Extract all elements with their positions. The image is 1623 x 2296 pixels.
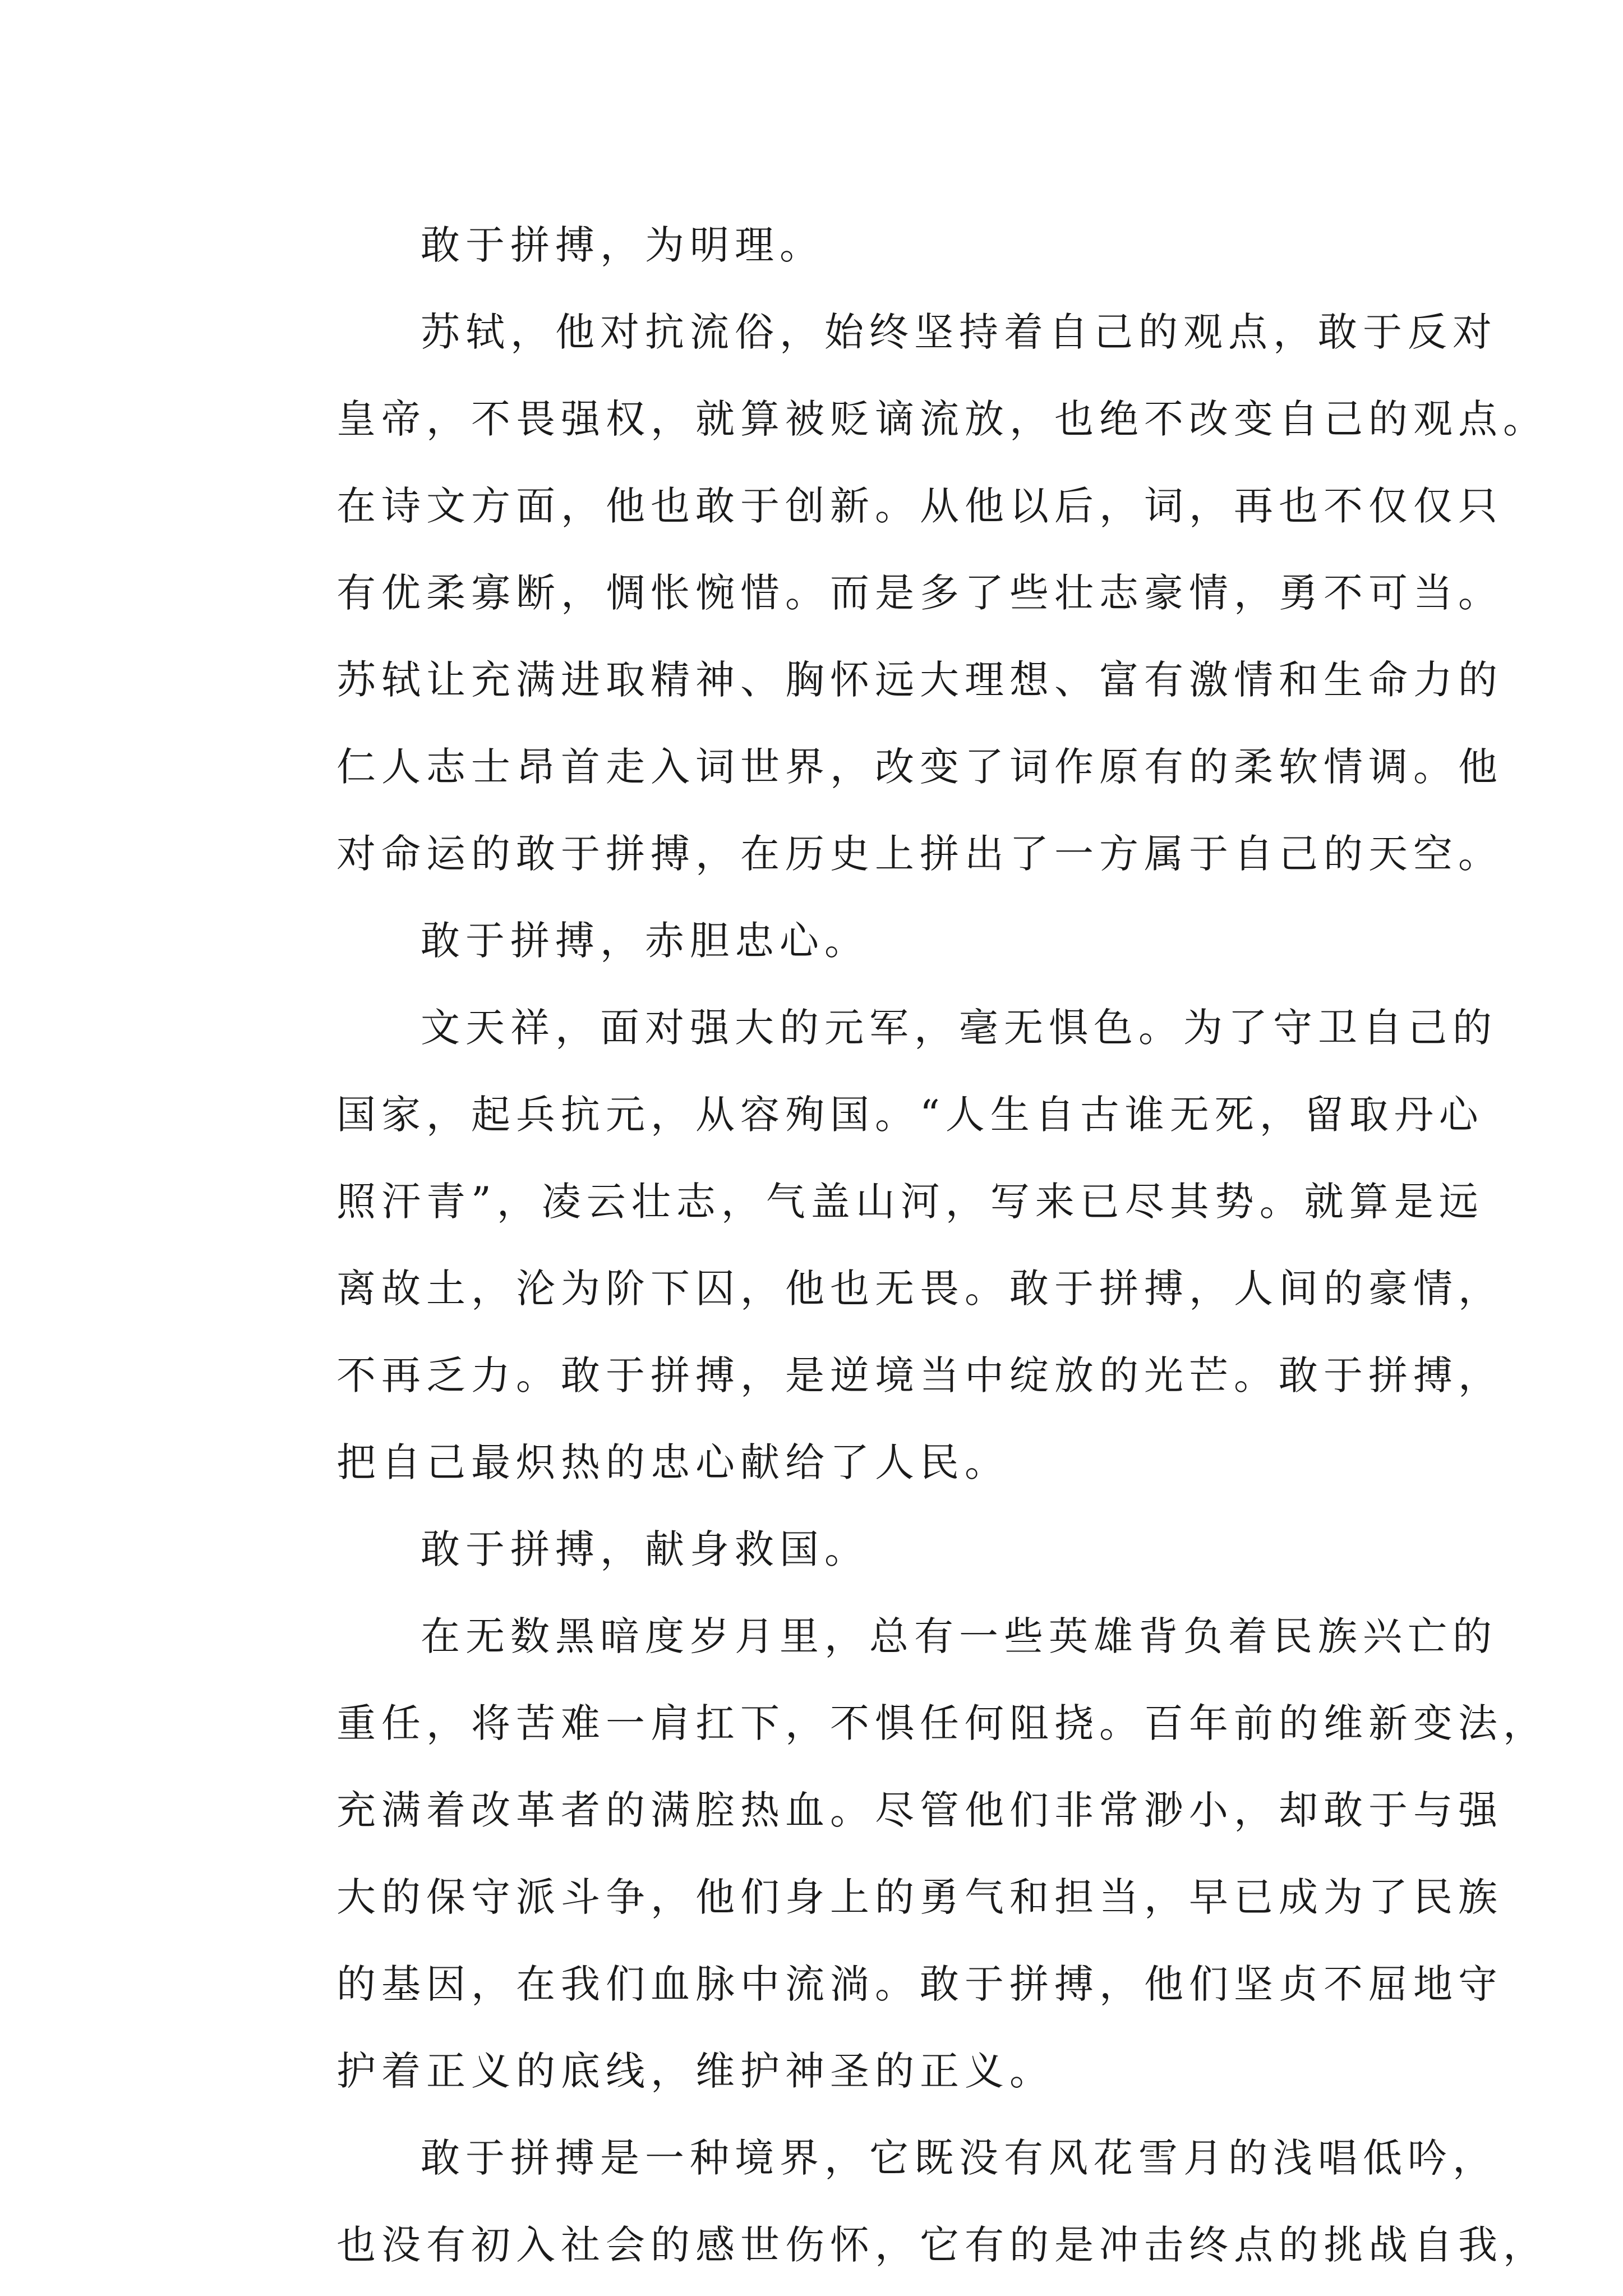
text-line: 苏轼让充满进取精神、胸怀远大理想、富有激情和生命力的 [336, 657, 1503, 703]
text-line: 敢于拼搏，献身救国。 [421, 1526, 869, 1572]
text-line: 在诗文方面，他也敢于创新。从他以后，词，再也不仅仅只 [336, 483, 1503, 529]
paragraph [252, 1506, 1399, 1593]
text-line: 敢于拼搏，赤胆忠心。 [421, 918, 869, 964]
text-line: 仁人志士昂首走入词世界，改变了词作原有的柔软情调。他 [336, 744, 1503, 790]
text-line: 离故土，沦为阶下囚，他也无畏。敢于拼搏，人间的豪情， [336, 1266, 1503, 1312]
text-line: 不再乏力。敢于拼搏，是逆境当中绽放的光芒。敢于拼搏， [336, 1352, 1503, 1398]
text-line: 在无数黑暗度岁月里，总有一些英雄背负着民族兴亡的 [421, 1613, 1497, 1659]
text-line: 的基因，在我们血脉中流淌。敢于拼搏，他们坚贞不屈地守 [336, 1961, 1503, 2007]
text-line: 也没有初入社会的感世伤怀，它有的是冲击终点的挑战自我， [336, 2222, 1548, 2268]
text-line: 苏轼，他对抗流俗，始终坚持着自己的观点，敢于反对 [421, 309, 1497, 355]
text-line: 对命运的敢于拼搏，在历史上拼出了一方属于自己的天空。 [336, 831, 1503, 877]
text-line: 大的保守派斗争，他们身上的勇气和担当，早已成为了民族 [336, 1874, 1503, 1920]
text-line: 国家，起兵抗元，从容殉国。“人生自古谁无死，留取丹心 [336, 1092, 1484, 1138]
text-line: 有优柔寡断，惆怅惋惜。而是多了些壮志豪情，勇不可当。 [336, 570, 1503, 616]
paragraph [252, 898, 1399, 984]
text-line: 皇帝，不畏强权，就算被贬谪流放，也绝不改变自己的观点。 [336, 396, 1548, 442]
text-line: 护着正义的底线，维护神圣的正义。 [336, 2048, 1054, 2094]
paragraph [252, 984, 1503, 1506]
paragraph [252, 1593, 1548, 2115]
text-line: 敢于拼搏是一种境界，它既没有风花雪月的浅唱低吟， [421, 2135, 1497, 2181]
text-line: 重任，将苦难一肩扛下，不惧任何阻挠。百年前的维新变法， [336, 1700, 1548, 1746]
text-line: 充满着改革者的满腔热血。尽管他们非常渺小，却敢于与强 [336, 1787, 1503, 1833]
text-line: 把自己最炽热的忠心献给了人民。 [336, 1439, 1009, 1485]
paragraph [252, 2115, 1548, 2289]
text-line: 照汗青”，凌云壮志，气盖山河，写来已尽其势。就算是远 [336, 1179, 1484, 1225]
paragraph [252, 289, 1548, 898]
text-line: 文天祥，面对强大的元军，毫无惧色。为了守卫自己的 [421, 1005, 1497, 1051]
document-body [252, 202, 1548, 2289]
paragraph [252, 202, 1399, 289]
text-line: 敢于拼搏，为明理。 [421, 222, 824, 268]
